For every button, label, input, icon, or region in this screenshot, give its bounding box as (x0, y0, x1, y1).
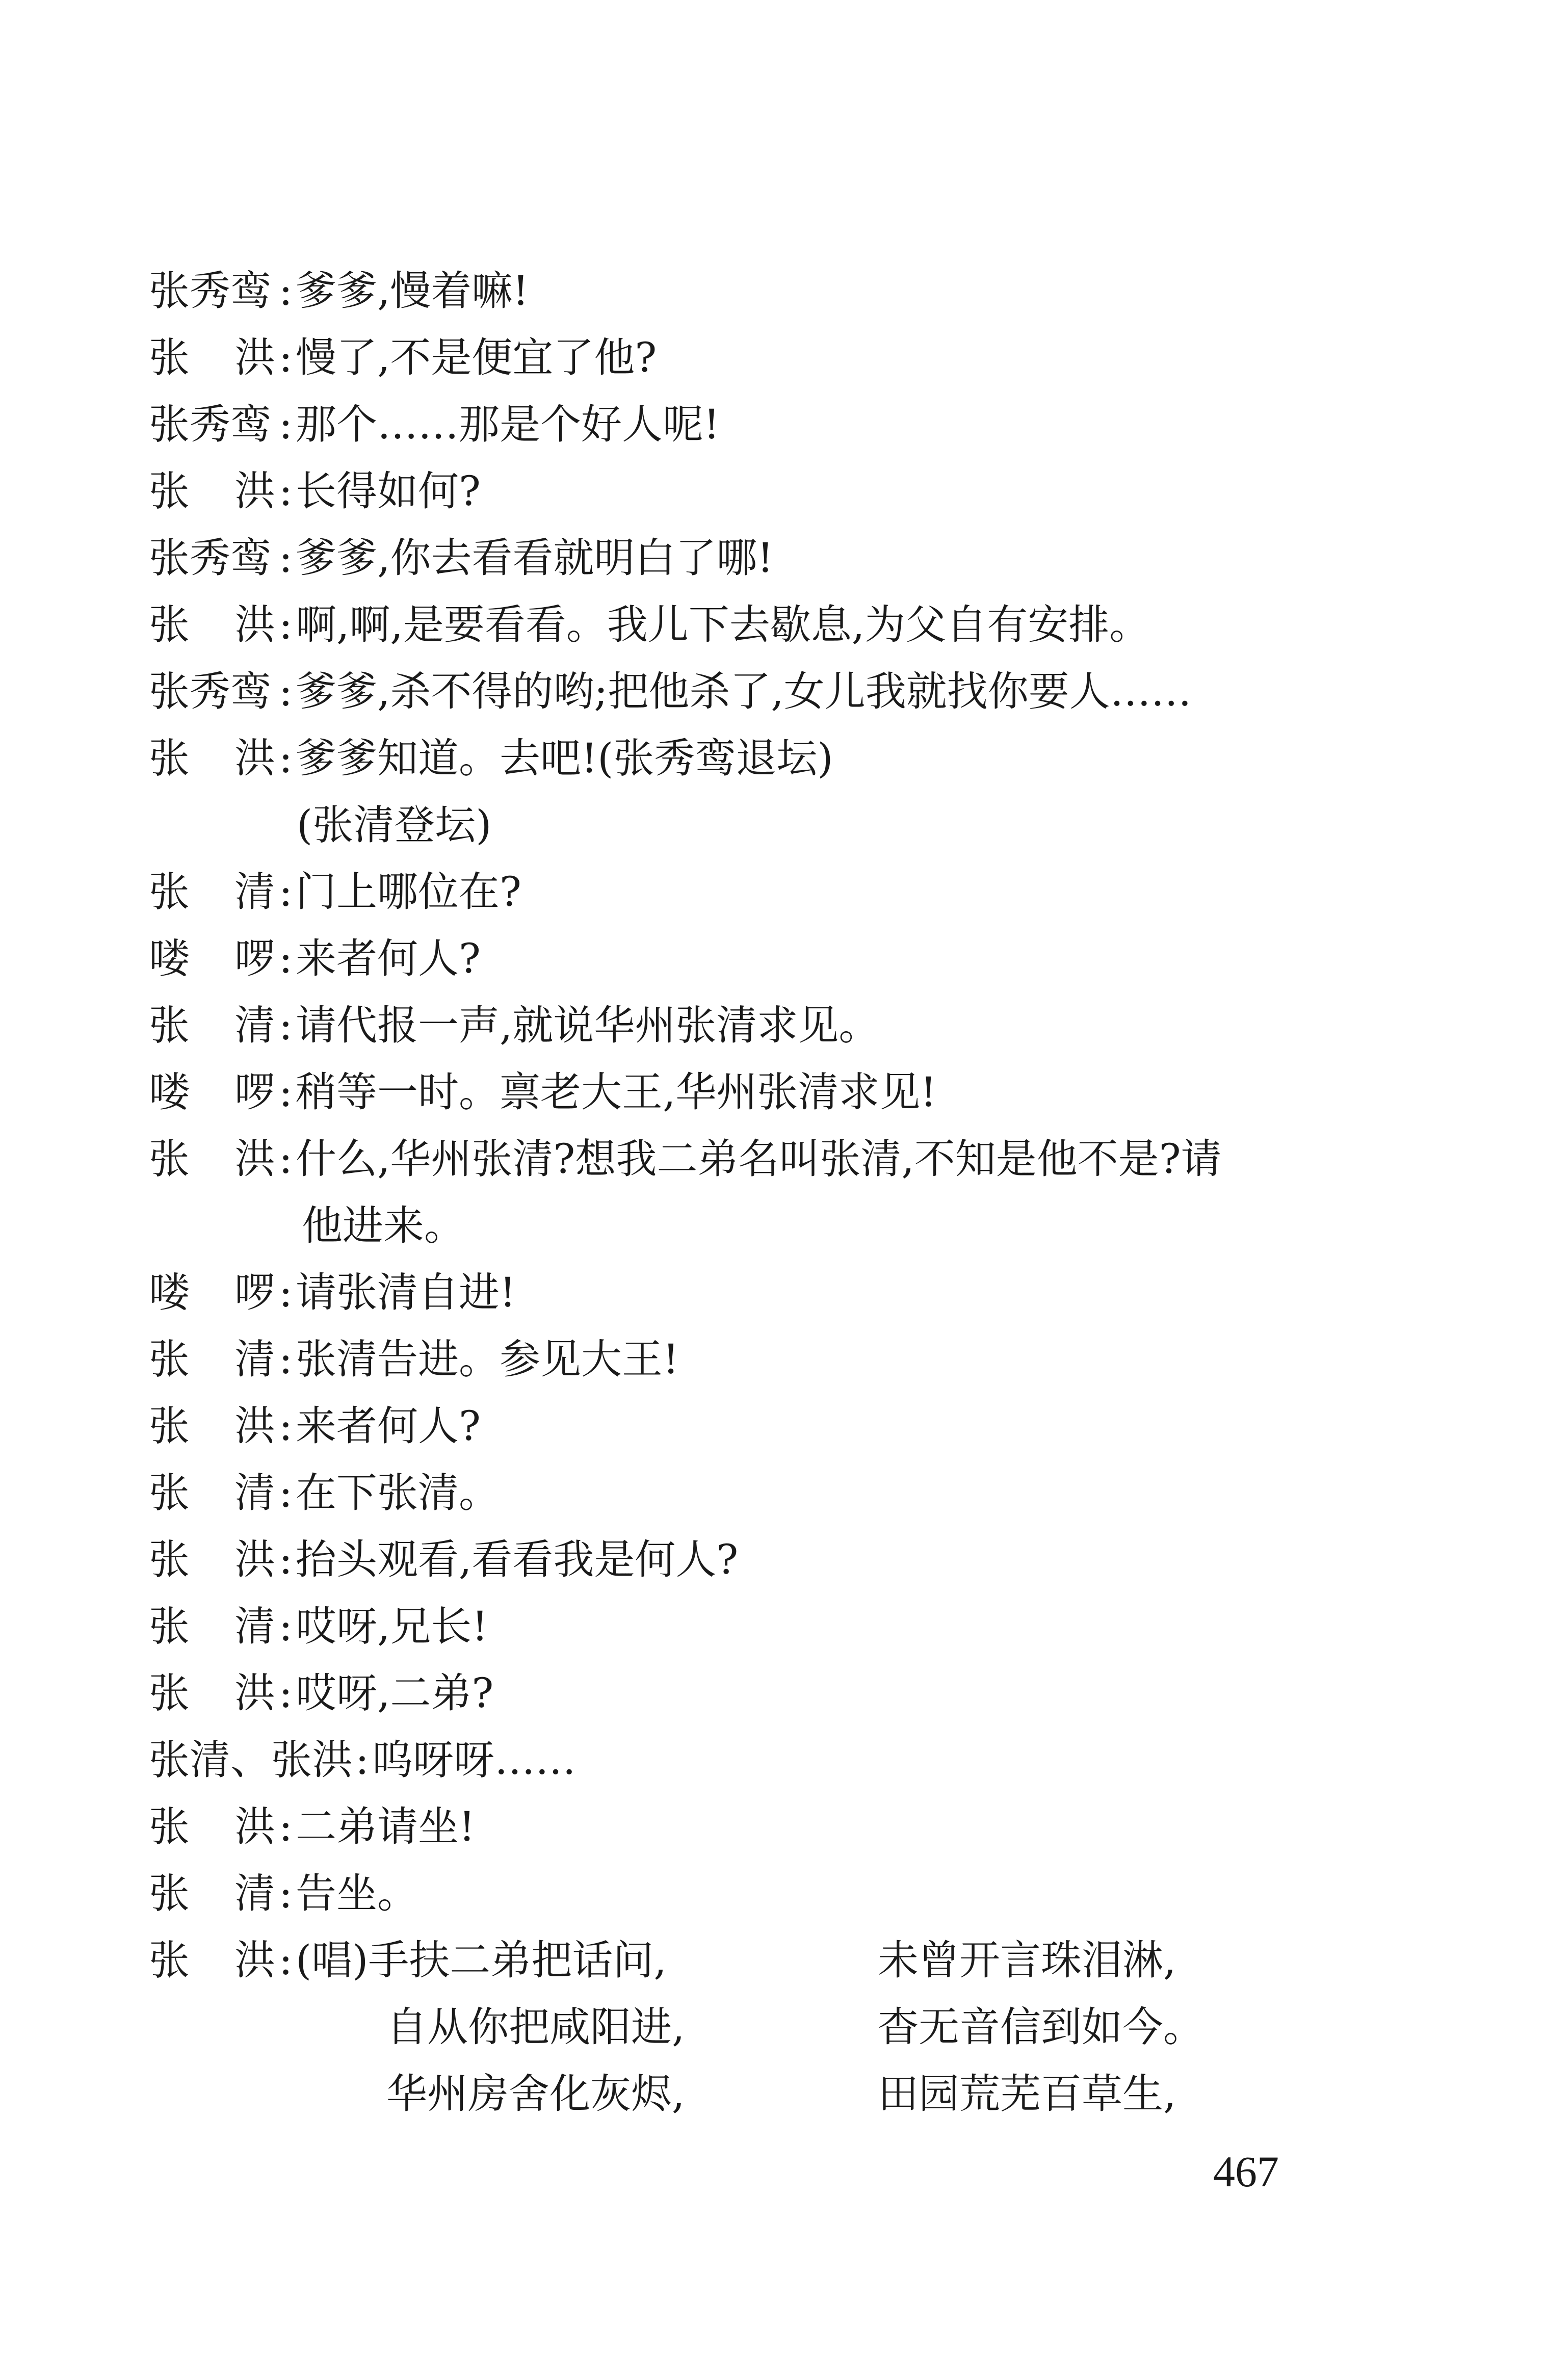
dialogue-line: 张秀鸾 : 那个……那是个好人呢! (149, 391, 1423, 458)
stage-direction (149, 792, 1423, 858)
dialogue-line: 张 洪 : 慢了,不是便宜了他? (149, 324, 1423, 391)
dialogue-line: 喽 啰 : 请张清自进! (149, 1259, 1423, 1326)
speaker-name: 张秀鸾 (149, 267, 271, 315)
stage-direction-text: (张清登坛) (297, 801, 492, 849)
dialogue-line: 张 洪 : 哎呀,二弟? (149, 1660, 1423, 1727)
dialogue-line: 张秀鸾 : 爹爹,你去看看就明白了哪! (149, 525, 1423, 591)
dialogue-line (149, 257, 1423, 324)
verse-first-half: 华州房舍化灰烬, (386, 2070, 685, 2117)
verse-first-half: (唱)手扶二弟把话问, (296, 1937, 667, 1984)
dialogue-line: 张 洪 : 爹爹知道。去吧!(张秀鸾退坛) (149, 725, 1423, 792)
line-text: 什么,华州张清?想我二弟名叫张清,不知是他不是?请 (296, 1135, 1222, 1183)
line-text: 慢了,不是便宜了他? (296, 334, 657, 381)
line-text: 来者何人? (296, 935, 481, 982)
line-text: 啊,啊,是要看看。我儿下去歇息,为父自有安排。 (296, 601, 1150, 648)
line-text: 爹爹知道。去吧!(张秀鸾退坛) (296, 735, 833, 782)
dialogue-line: 张 清 : 门上哪位在? (149, 858, 1423, 925)
dialogue-line: 张 洪 : 二弟请坐! (149, 1793, 1423, 1860)
speaker-name: 张秀鸾 (149, 401, 271, 448)
line-text: 哎呀,二弟? (296, 1669, 494, 1717)
verse-second-half: 杳无音信到如今。 (878, 2003, 1204, 2051)
dialogue-line: 张 洪 : 长得如何? (149, 458, 1423, 525)
line-text: 抬头观看,看看我是何人? (296, 1536, 739, 1583)
line-text: 二弟请坐! (296, 1803, 476, 1850)
line-text: 稍等一时。禀老大王,华州张清求见! (296, 1068, 937, 1116)
sung-line: 张 洪 : (唱)手扶二弟把话问, 未曾开言珠泪淋, (149, 1927, 1423, 1994)
line-text: 请代报一声,就说华州张清求见。 (296, 1002, 880, 1049)
dialogue-line: 张 清 : 在下张清。 (149, 1459, 1423, 1526)
verse-line (149, 2060, 1423, 2127)
dialogue-line: 张 洪 : 啊,啊,是要看看。我儿下去歇息,为父自有安排。 (149, 591, 1423, 658)
dialogue-line: 喽 啰 : 来者何人? (149, 925, 1423, 992)
dialogue-line: 张 洪 : 抬头观看,看看我是何人? (149, 1526, 1423, 1593)
dialogue-line: 张 清 : 请代报一声,就说华州张清求见。 (149, 992, 1423, 1059)
line-text: 那个……那是个好人呢! (296, 401, 720, 448)
speaker-name: 张清、张洪 (149, 1736, 353, 1784)
line-text: 长得如何? (296, 467, 481, 515)
dialogue-line: 张 清 : 张清告进。参见大王! (149, 1326, 1423, 1393)
dialogue-line: 张秀鸾 : 爹爹,杀不得的哟;把他杀了,女儿我就找你要人…… (149, 658, 1423, 725)
dialogue-line: 张 洪 : 来者何人? (149, 1393, 1423, 1459)
colon: : (279, 267, 293, 315)
speaker-name: 张秀鸾 (149, 534, 271, 582)
line-text: 爹爹,杀不得的哟;把他杀了,女儿我就找你要人…… (296, 668, 1192, 715)
verse-line (149, 1994, 1423, 2060)
line-text: 他进来。 (302, 1202, 465, 1249)
line-text: 来者何人? (296, 1402, 481, 1450)
line-text: 门上哪位在? (296, 868, 521, 916)
line-text: 爹爹,你去看看就明白了哪! (296, 534, 774, 582)
dialogue-line: 张 洪 : 什么,华州张清?想我二弟名叫张清,不知是他不是?请 (149, 1126, 1423, 1192)
line-text: 张清告进。参见大王! (296, 1336, 679, 1383)
speaker-name: 张秀鸾 (149, 668, 271, 715)
line-text: 爹爹,慢着嘛! (296, 267, 529, 315)
line-text: 呜呀呀…… (372, 1736, 576, 1784)
line-text: 告坐。 (296, 1870, 418, 1917)
dialogue-line: 喽 啰 : 稍等一时。禀老大王,华州张清求见! (149, 1059, 1423, 1126)
dialogue-line: 张清、张洪 : 呜呀呀…… (149, 1727, 1423, 1793)
dialogue-line: 张 清 : 告坐。 (149, 1860, 1423, 1927)
dialogue-continuation (149, 1192, 1423, 1259)
dialogue-block (149, 257, 1423, 2127)
verse-first-half: 自从你把咸阳进, (386, 2003, 685, 2051)
page-number: 467 (1213, 2147, 1279, 2196)
line-text: 请张清自进! (296, 1269, 516, 1316)
line-text: 哎呀,兄长! (296, 1603, 488, 1650)
dialogue-line: 张 清 : 哎呀,兄长! (149, 1593, 1423, 1660)
line-text: 在下张清。 (296, 1469, 500, 1516)
verse-second-half: 未曾开言珠泪淋, (878, 1937, 1176, 1984)
verse-second-half: 田园荒芜百草生, (878, 2070, 1176, 2117)
